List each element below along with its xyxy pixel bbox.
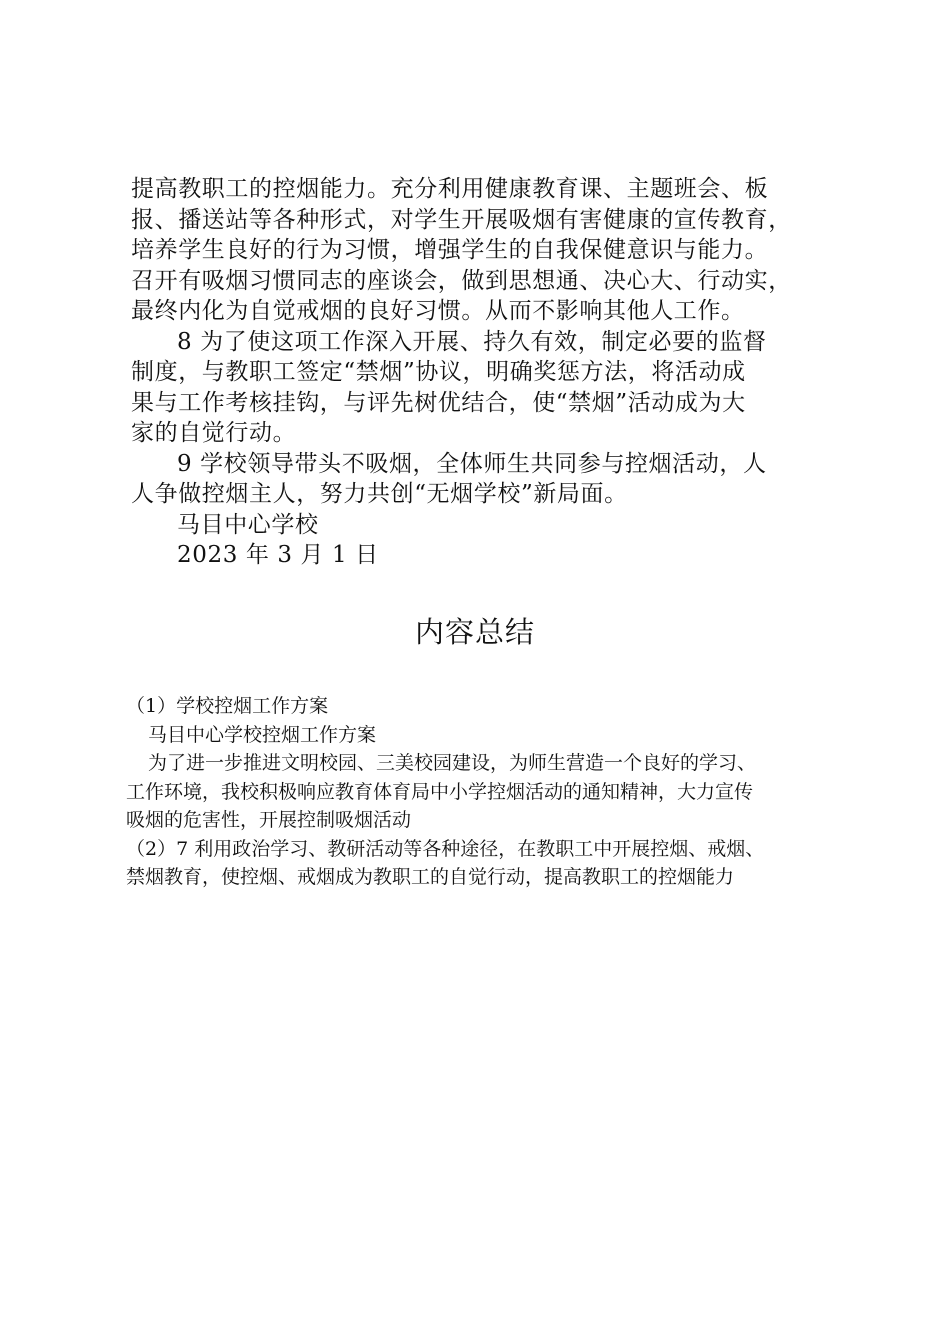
summary-line: （1）学校控烟工作方案 (126, 695, 329, 717)
body-line: 制度，与教职工签定“禁烟”协议，明确奖惩方法，将活动成 (131, 359, 746, 385)
body-line: 人争做控烟主人，努力共创“无烟学校”新局面。 (131, 481, 628, 507)
summary-line: 马目中心学校控烟工作方案 (148, 723, 377, 746)
summary-line: 为了进一步推进文明校园、三美校园建设，为师生营造一个良好的学习、 (148, 752, 757, 774)
body-line: 家的自觉行动。 (131, 420, 297, 446)
body-line: 召开有吸烟习惯同志的座谈会，做到思想通、决心大、行动实， (131, 267, 792, 294)
document-body (131, 174, 831, 571)
body-line: 培养学生良好的行为习惯，增强学生的自我保健意识与能力。 (131, 237, 769, 263)
summary-line: 工作环境，我校积极响应教育体育局中小学控烟活动的通知精神，大力宣传 (126, 780, 754, 803)
summary-title: 内容总结 (414, 615, 535, 649)
body-line: 提高教职工的控烟能力。充分利用健康教育课、主题班会、板 (131, 176, 769, 202)
summary-line: 吸烟的危害性，开展控制吸烟活动 (126, 809, 412, 831)
signature-school: 马目中心学校 (177, 511, 319, 538)
summary-line: （2）7 利用政治学习、教研活动等各种途径，在教职工中开展控烟、戒烟、 (126, 837, 765, 860)
summary-line: 禁烟教育，使控烟、戒烟成为教职工的自觉行动，提高教职工的控烟能力 (126, 866, 735, 888)
body-line: 9 学校领导带头不吸烟，全体师生共同参与控烟活动，人 (177, 450, 767, 477)
body-line: 8 为了使这项工作深入开展、持久有效，制定必要的监督 (177, 328, 767, 355)
signature-date: 2023 年 3 月 1 日 (177, 542, 379, 568)
body-line: 最终内化为自觉戒烟的良好习惯。从而不影响其他人工作。 (131, 298, 745, 324)
body-line: 报、播送站等各种形式，对学生开展吸烟有害健康的宣传教育， (131, 206, 792, 233)
summary-body (126, 692, 826, 892)
body-line: 果与工作考核挂钩，与评先树优结合，使“禁烟”活动成为大 (131, 389, 746, 416)
